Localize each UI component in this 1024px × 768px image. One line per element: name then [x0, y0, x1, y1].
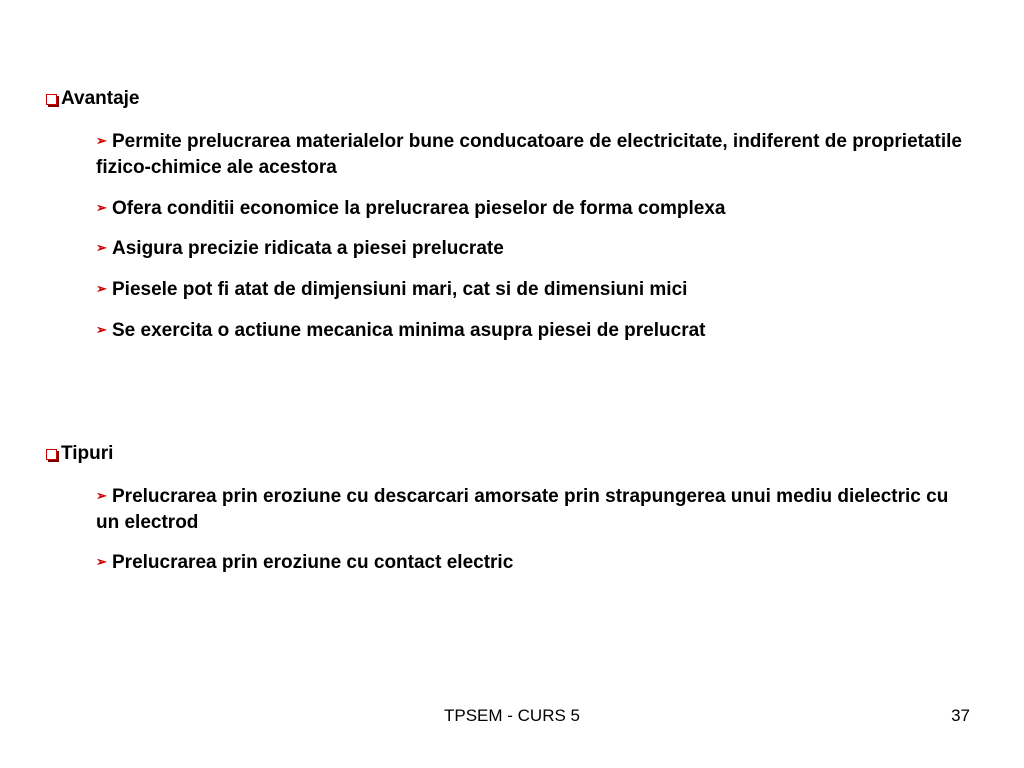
page-number: 37 — [951, 706, 970, 725]
footer-title: TPSEM - CURS 5 — [443, 706, 581, 725]
arrow-bullet-icon: ➢ — [96, 488, 107, 503]
square-bullet-icon — [46, 449, 57, 460]
list-item — [96, 195, 976, 222]
heading-text: Tipuri — [61, 443, 114, 464]
arrow-bullet-icon: ➢ — [96, 200, 107, 215]
list-item-text: Se exercita o actiune mecanica minima asupra piesei de prelucrat — [112, 320, 706, 341]
list-item-text: Prelucrarea prin eroziune cu descarcari amorsate prin strapungerea unui mediu dielectric cu un electrod — [96, 486, 949, 533]
arrow-bullet-icon: ➢ — [96, 240, 107, 255]
list-item — [96, 483, 976, 536]
list-item — [96, 549, 976, 576]
arrow-bullet-icon: ➢ — [96, 554, 107, 569]
list-item-text: Asigura precizie ridicata a piesei prelucrate — [112, 238, 504, 259]
list-item — [96, 276, 976, 303]
list-item-text: Permite prelucrarea materialelor bune conducatoare de electricitate, indiferent de proprietatile fizico-chimice ale acestora — [96, 131, 962, 178]
square-bullet-icon — [46, 94, 57, 105]
section-heading-avantaje — [46, 88, 140, 110]
list-item — [96, 235, 976, 262]
arrow-bullet-icon: ➢ — [96, 281, 107, 296]
list-item-text: Prelucrarea prin eroziune cu contact electric — [112, 552, 514, 573]
arrow-bullet-icon: ➢ — [96, 322, 107, 337]
list-item — [96, 317, 976, 344]
arrow-bullet-icon: ➢ — [96, 133, 107, 148]
list-item — [96, 128, 976, 181]
list-item-text: Piesele pot fi atat de dimjensiuni mari, cat si de dimensiuni mici — [112, 279, 688, 300]
list-item-text: Ofera conditii economice la prelucrarea pieselor de forma complexa — [112, 198, 726, 219]
heading-text: Avantaje — [61, 88, 140, 109]
section-heading-tipuri — [46, 443, 113, 465]
